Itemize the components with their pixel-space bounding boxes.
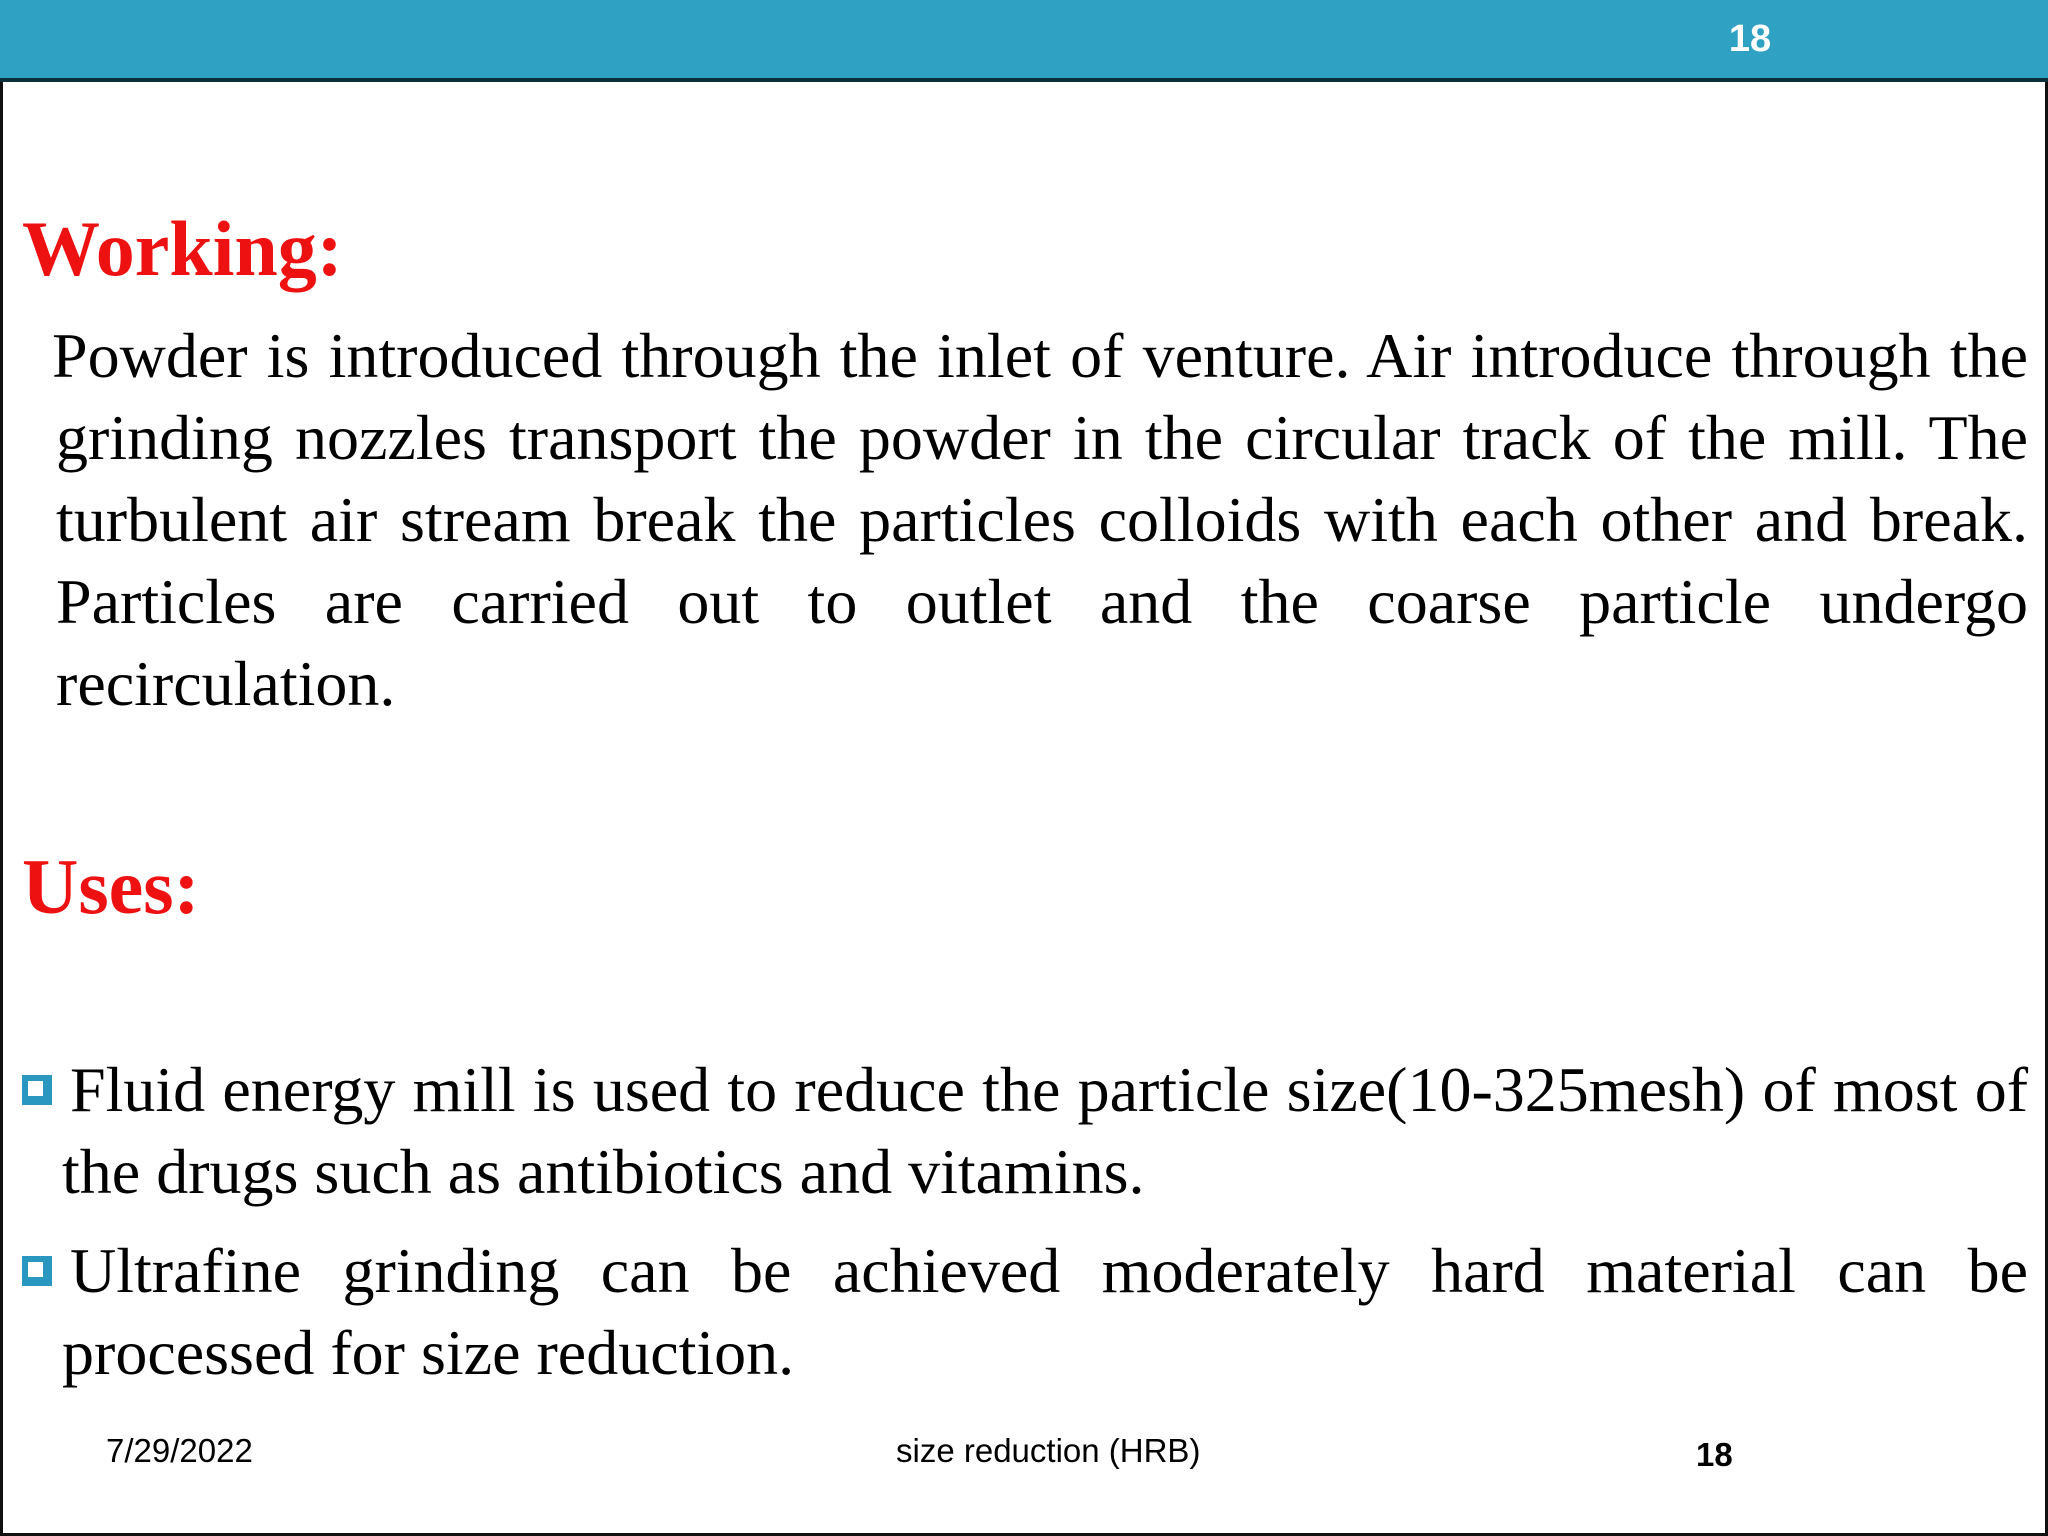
header-slide-number: 18 bbox=[1728, 18, 1772, 60]
checkbox-bullet-icon bbox=[22, 1256, 52, 1286]
uses-list-item bbox=[22, 1049, 2028, 1213]
uses-heading: Uses: bbox=[22, 843, 200, 930]
footer-slide-number: 18 bbox=[1696, 1436, 1733, 1473]
uses-list-item bbox=[22, 1230, 2028, 1394]
uses-item-text: Fluid energy mill is used to reduce the particle size(10-325mesh) of most of the drugs such as antibiotics and vitamins. bbox=[62, 1054, 2028, 1207]
footer-title: size reduction (HRB) bbox=[896, 1432, 1201, 1469]
working-heading: Working: bbox=[22, 205, 343, 292]
checkbox-bullet-icon bbox=[22, 1075, 52, 1105]
working-paragraph: Powder is introduced through the inlet of venture. Air introduce through the grinding nozzles transport the powder in the circular track of the mill. The turbulent air stream break the particles colloids with each other and break. Particles are carried out to outlet and the coarse particle undergo recirculation. bbox=[52, 320, 2028, 719]
uses-item-text: Ultrafine grinding can be achieved moderately hard material can be processed for size reduction. bbox=[62, 1235, 2028, 1388]
header-bar bbox=[0, 0, 2048, 82]
footer-date: 7/29/2022 bbox=[106, 1432, 253, 1469]
